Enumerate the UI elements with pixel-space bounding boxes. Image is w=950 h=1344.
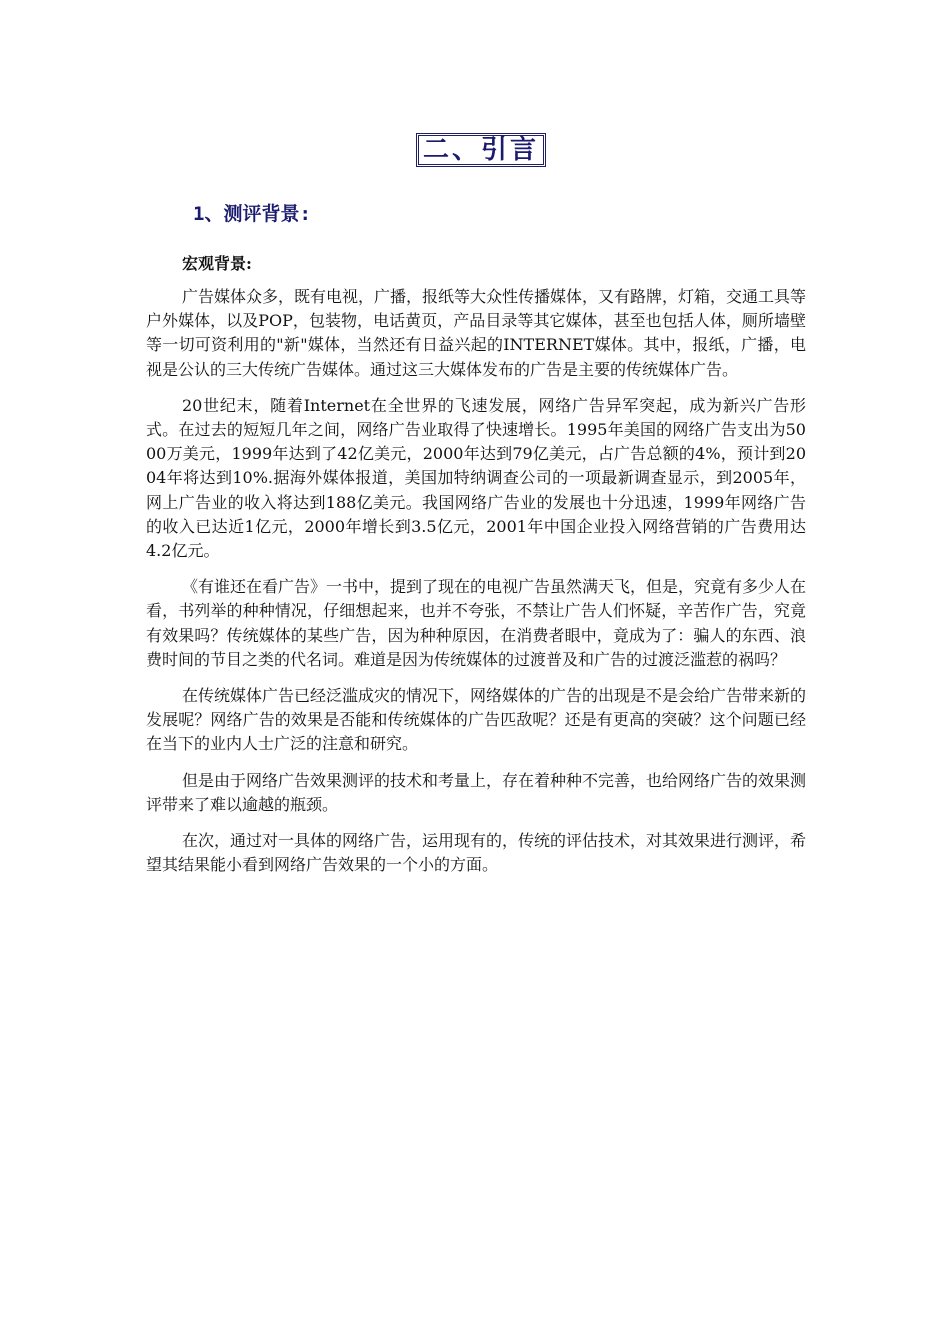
body-text <box>146 285 806 889</box>
paragraph-online-ad-prospects: 在传统媒体广告已经泛滥成灾的情况下，网络媒体的广告的出现是不是会给广告带来新的发展呢？网络广告的效果是否能和传统媒体的广告匹敌呢？还是有更高的突破？这个问题已经在当下的业内人士广泛的注意和研究。 <box>146 686 807 754</box>
subsection-heading: 宏观背景: <box>182 254 252 273</box>
paragraph-tv-ad-doubts: 《有谁还在看广告》一书中，提到了现在的电视广告虽然满天飞，但是，究竟有多少人在看，书列举的种种情况，仔细想起来，也并不夸张，不禁让广告人们怀疑，辛苦作广告，究竟有效果吗？传统媒体的某些广告，因为种种原因，在消费者眼中，竟成为了：骗人的东西、浪费时间的节目之类的代名词。难道是因为传统媒体的过渡普及和广告的过渡泛滥惹的祸吗？ <box>146 577 807 669</box>
paragraph-study-purpose: 在次，通过对一具体的网络广告，运用现有的，传统的评估技术，对其效果进行测评，希望其结果能小看到网络广告效果的一个小的方面。 <box>146 831 807 875</box>
chapter-title: 二、引言 <box>416 133 546 167</box>
section-heading: 1、测评背景: <box>193 203 311 225</box>
paragraph-measurement-bottleneck: 但是由于网络广告效果测评的技术和考量上，存在着种种不完善，也给网络广告的效果测评带来了难以逾越的瓶颈。 <box>146 770 807 814</box>
paragraph-internet-growth: 20世纪末，随着Internet在全世界的飞速发展，网络广告异军突起，成为新兴广告形式。在过去的短短几年之间，网络广告业取得了快速增长。1995年美国的网络广告支出为5000万美元，1999年达到了42亿美元，2000年达到79亿美元，占广告总额的4%，预计到2004年将达到10%.据海外媒体报道，美国加特纳调查公司的一项最新调查显示，到2005年，网上广告业的收入将达到188亿美元。我国网络广告业的发展也十分迅速，1999年网络广告的收入已达近1亿元，2000年增长到3.5亿元，2001年中国企业投入网络营销的广告费用达4.2亿元。 <box>146 395 806 561</box>
paragraph-media-overview: 广告媒体众多，既有电视，广播，报纸等大众性传播媒体，又有路牌，灯箱，交通工具等户外媒体，以及POP，包装物，电话黄页，产品目录等其它媒体，甚至也包括人体，厕所墙壁等一切可资利用的"新"媒体，当然还有日益兴起的INTERNET媒体。其中，报纸，广播，电视是公认的三大传统广告媒体。通过这三大媒体发布的广告是主要的传统媒体广告。 <box>146 287 807 379</box>
